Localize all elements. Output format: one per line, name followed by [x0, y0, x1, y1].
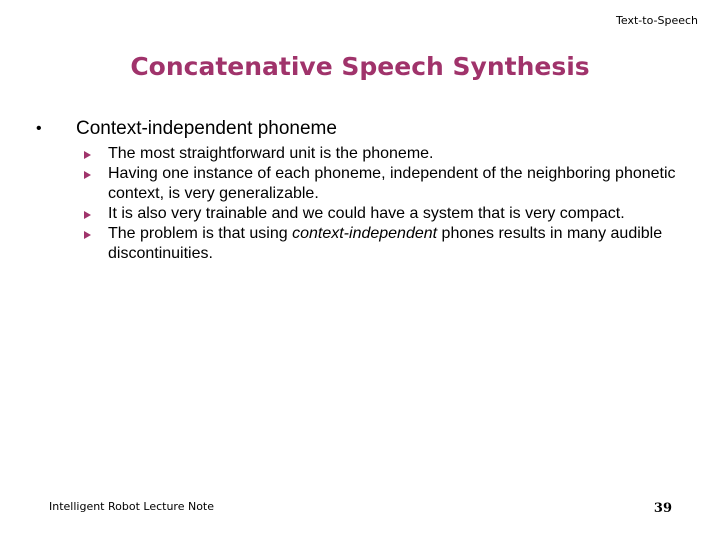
sub-bullet-item: [84, 164, 696, 204]
sub-bullet-text-italic: context-independent: [292, 225, 438, 242]
slide-title: Concatenative Speech Synthesis: [130, 52, 590, 81]
header-label: Text-to-Speech: [616, 14, 698, 27]
sub-bullet-item: [84, 204, 696, 224]
sub-bullet-text: The most straightforward unit is the phoneme.: [108, 145, 434, 162]
bullet-text: Context-independent phoneme: [76, 118, 337, 139]
arrow-bullet-icon: [84, 204, 108, 219]
sub-bullet-list: [84, 144, 696, 264]
sub-bullet-text: Having one instance of each phoneme, independent of the neighboring phonetic context, is very generalizable.: [108, 165, 676, 202]
sub-bullet-text: It is also very trainable and we could have a system that is very compact.: [108, 205, 625, 222]
bullet-marker: •: [36, 120, 42, 137]
sub-bullet-text-after: phones results in many audible discontinuities.: [108, 225, 663, 262]
sub-bullet-item: [84, 144, 696, 164]
page-number: 39: [653, 501, 672, 516]
arrow-bullet-icon: [84, 164, 108, 179]
arrow-bullet-icon: [84, 144, 108, 159]
sub-bullet-text-before: The problem is that using: [108, 225, 293, 242]
bullet-item: [36, 116, 696, 142]
footer-note: Intelligent Robot Lecture Note: [49, 500, 215, 513]
sub-bullet-item: [84, 224, 696, 264]
arrow-bullet-icon: [84, 224, 108, 239]
sub-bullet-text: [108, 224, 696, 264]
slide-content: [36, 116, 696, 264]
